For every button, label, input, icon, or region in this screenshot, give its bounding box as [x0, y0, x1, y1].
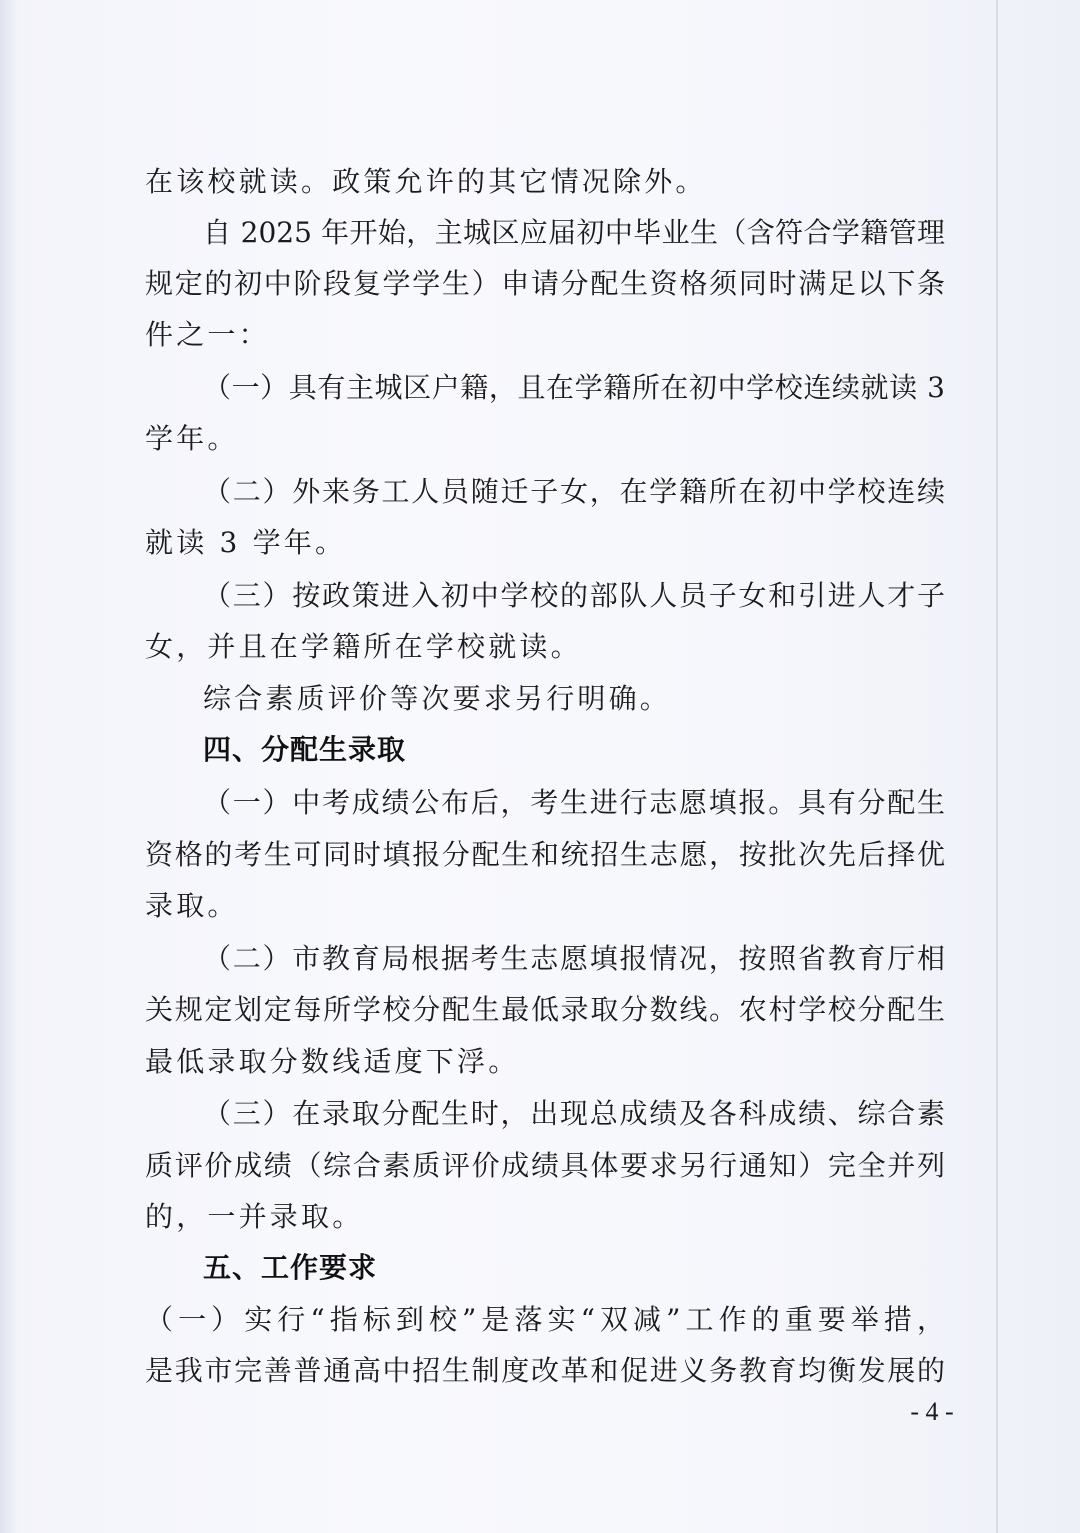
body-line: （一）中考成绩公布后，考生进行志愿填报。具有分配生 [203, 786, 945, 819]
body-line: 规定的初中阶段复学学生）申请分配生资格须同时满足以下条 [145, 267, 945, 300]
body-line: 综合素质评价等次要求另行明确。 [203, 682, 672, 715]
body-line: （三）在录取分配生时，出现总成绩及各科成绩、综合素 [203, 1097, 945, 1130]
body-line: （二）外来务工人员随迁子女，在学籍所在初中学校连续 [203, 475, 945, 508]
body-line: 资格的考生可同时填报分配生和统招生志愿，按批次先后择优 [145, 838, 945, 871]
body-line: 在该校就读。政策允许的其它情况除外。 [145, 165, 707, 198]
body-line: 最低录取分数线适度下浮。 [145, 1045, 520, 1078]
body-line: 自 2025 年开始，主城区应届初中毕业生（含符合学籍管理 [203, 216, 945, 249]
body-line: （一）具有主城区户籍，且在学籍所在初中学校连续就读 3 [203, 371, 945, 404]
body-line: 录取。 [145, 889, 239, 922]
binding-shadow [0, 0, 18, 1533]
body-line: （一）实行“指标到校”是落实“双减”工作的重要举措， [145, 1303, 945, 1336]
page-number: - 4 - [910, 1397, 954, 1426]
body-line: 质评价成绩（综合素质评价成绩具体要求另行通知）完全并列 [145, 1149, 945, 1182]
body-line: 件之一： [145, 318, 270, 351]
body-line: （三）按政策进入初中学校的部队人员子女和引进人才子 [203, 579, 945, 612]
body-line: 学年。 [145, 422, 239, 455]
body-line: 女，并且在学籍所在学校就读。 [145, 630, 582, 663]
body-line: 关规定划定每所学校分配生最低录取分数线。农村学校分配生 [145, 993, 945, 1026]
body-line: 是我市完善普通高中招生制度改革和促进义务教育均衡发展的 [145, 1354, 945, 1387]
body-line: 的，一并录取。 [145, 1200, 364, 1233]
body-line: 就读 3 学年。 [145, 526, 347, 559]
section-heading: 四、分配生录取 [203, 733, 407, 766]
section-heading: 五、工作要求 [203, 1251, 378, 1284]
page-fold-line [996, 0, 998, 1533]
body-line: （二）市教育局根据考生志愿填报情况，按照省教育厅相 [203, 942, 945, 975]
